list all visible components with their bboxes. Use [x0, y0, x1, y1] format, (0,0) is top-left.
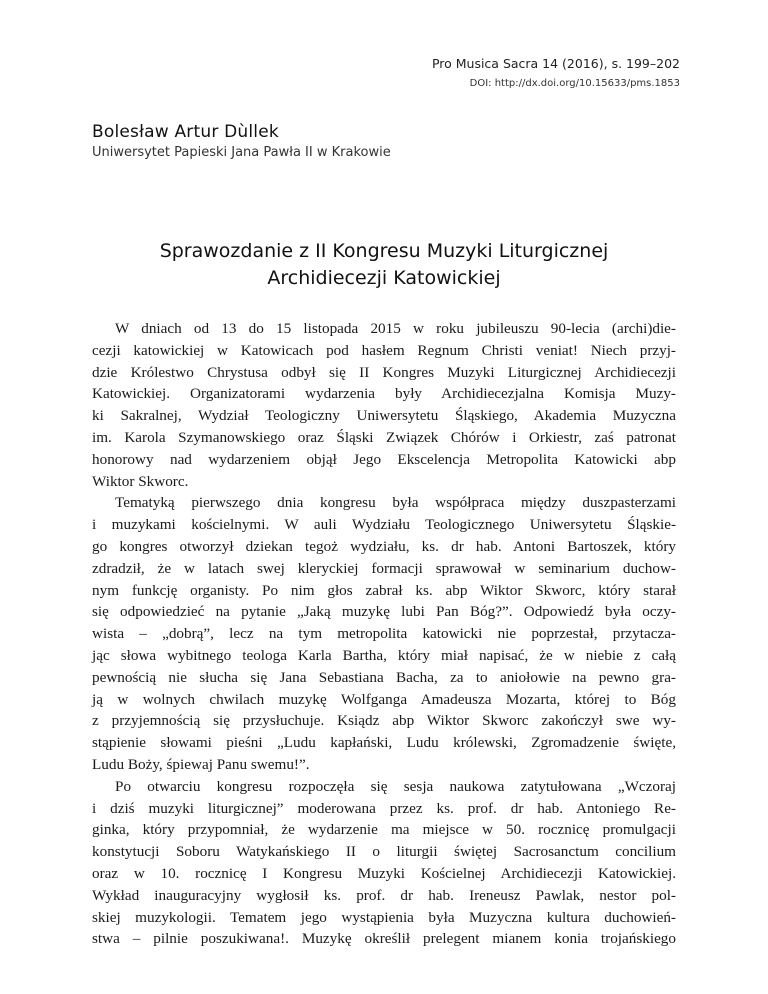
- text-line: oraz w 10. rocznicę I Kongresu Muzyki Kościelnej Archidiecezji Katowickiej.: [92, 864, 676, 882]
- text-line: Katowickiej. Organizatorami wydarzenia były Archidiecezjalna Komisja Muzy-: [92, 385, 676, 403]
- text-line: stwa – pilnie poszukiwana!. Muzykę określił prelegent mianem konia trojańskiego: [92, 930, 676, 948]
- article-title: [92, 238, 676, 292]
- text-line: pewnością nie słucha się Jana Sebastiana Bacha, za to aniołowie na pewno gra-: [92, 668, 676, 686]
- title-line: Archidiecezji Katowickiej: [267, 267, 501, 289]
- text-line: nym funkcję organisty. Po nim głos zabrał ks. abp Wiktor Skworc, który starał: [92, 581, 676, 599]
- text-line: cezji katowickiej w Katowicach pod hasłem Regnum Christi veniat! Niech przyj-: [92, 341, 676, 359]
- text-line: dzie Królestwo Chrystusa odbył się II Kongres Muzyki Liturgicznej Archidiecezji: [92, 363, 676, 381]
- doi-link[interactable]: DOI: http://dx.doi.org/10.15633/pms.1853: [469, 78, 680, 89]
- text-line: konstytucji Soboru Watykańskiego II o liturgii świętej Sacrosanctum concilium: [92, 843, 676, 861]
- text-line: skiej muzykologii. Tematem jego wystąpienia była Muzyczna kultura duchowień-: [92, 908, 676, 926]
- text-line: ginka, który przypomniał, że wydarzenie ma miejsce w 50. rocznicę promulgacji: [92, 821, 676, 839]
- text-line: im. Karola Szymanowskiego oraz Śląski Związek Chórów i Orkiestr, zaś patronat: [92, 428, 676, 446]
- text-line: Tematyką pierwszego dnia kongresu była współpraca między duszpasterzami: [115, 494, 676, 512]
- text-line: ją w wolnych chwilach muzykę Wolfganga Amadeusza Mozarta, której to Bóg: [92, 690, 676, 708]
- title-line: Sprawozdanie z II Kongresu Muzyki Liturgicznej: [159, 240, 609, 262]
- text-line: wista – „dobrą”, lecz na tym metropolita katowicki nie poprzestał, przytacza-: [92, 625, 676, 643]
- text-line: Wiktor Skworc.: [92, 472, 189, 490]
- text-line: Po otwarciu kongresu rozpoczęła się sesja naukowa zatytułowana „Wczoraj: [115, 777, 676, 795]
- text-line: stąpienie słowami pieśni „Ludu kapłański, Ludu królewski, Zgromadzenie święte,: [92, 734, 676, 752]
- journal-reference: Pro Musica Sacra 14 (2016), s. 199–202: [431, 56, 680, 71]
- text-line: i muzykami kościelnymi. W auli Wydziału Teologicznego Uniwersytetu Śląskie-: [92, 516, 676, 534]
- article-body: [92, 318, 676, 950]
- text-line: Ludu Boży, śpiewaj Panu swemu!”.: [92, 755, 310, 773]
- text-line: jąc słowa wybitnego teologa Karla Bartha, który miał napisać, że w niebie z całą: [92, 646, 676, 664]
- text-line: się odpowiedzieć na pytanie „Jaką muzykę lubi Pan Bóg?”. Odpowiedź była oczy-: [92, 603, 676, 621]
- text-line: z przyjemnością się przysłuchuje. Ksiądz abp Wiktor Skworc zakończył swe wy-: [92, 712, 676, 730]
- author-name: Bolesław Artur Dùllek: [92, 122, 279, 142]
- text-line: go kongres otworzył dziekan tegoż wydziału, ks. dr hab. Antoni Bartoszek, który: [92, 537, 676, 555]
- text-line: i dziś muzyki liturgicznej” moderowana przez ks. prof. dr hab. Antoniego Re-: [92, 799, 676, 817]
- text-line: ki Sakralnej, Wydział Teologiczny Uniwersytetu Śląskiego, Akademia Muzyczna: [92, 407, 676, 425]
- text-line: zdradził, że w latach swej kleryckiej formacji sprawował w seminarium duchow-: [92, 559, 676, 577]
- text-line: Wykład inauguracyjny wygłosił ks. prof. dr hab. Ireneusz Pawlak, nestor pol-: [92, 886, 676, 904]
- author-affiliation: Uniwersytet Papieski Jana Pawła II w Krakowie: [92, 145, 391, 160]
- text-line: W dniach od 13 do 15 listopada 2015 w roku jubileuszu 90-lecia (archi)die-: [115, 320, 676, 337]
- text-line: honorowy nad wydarzeniem objął Jego Ekscelencja Metropolita Katowicki abp: [92, 450, 676, 468]
